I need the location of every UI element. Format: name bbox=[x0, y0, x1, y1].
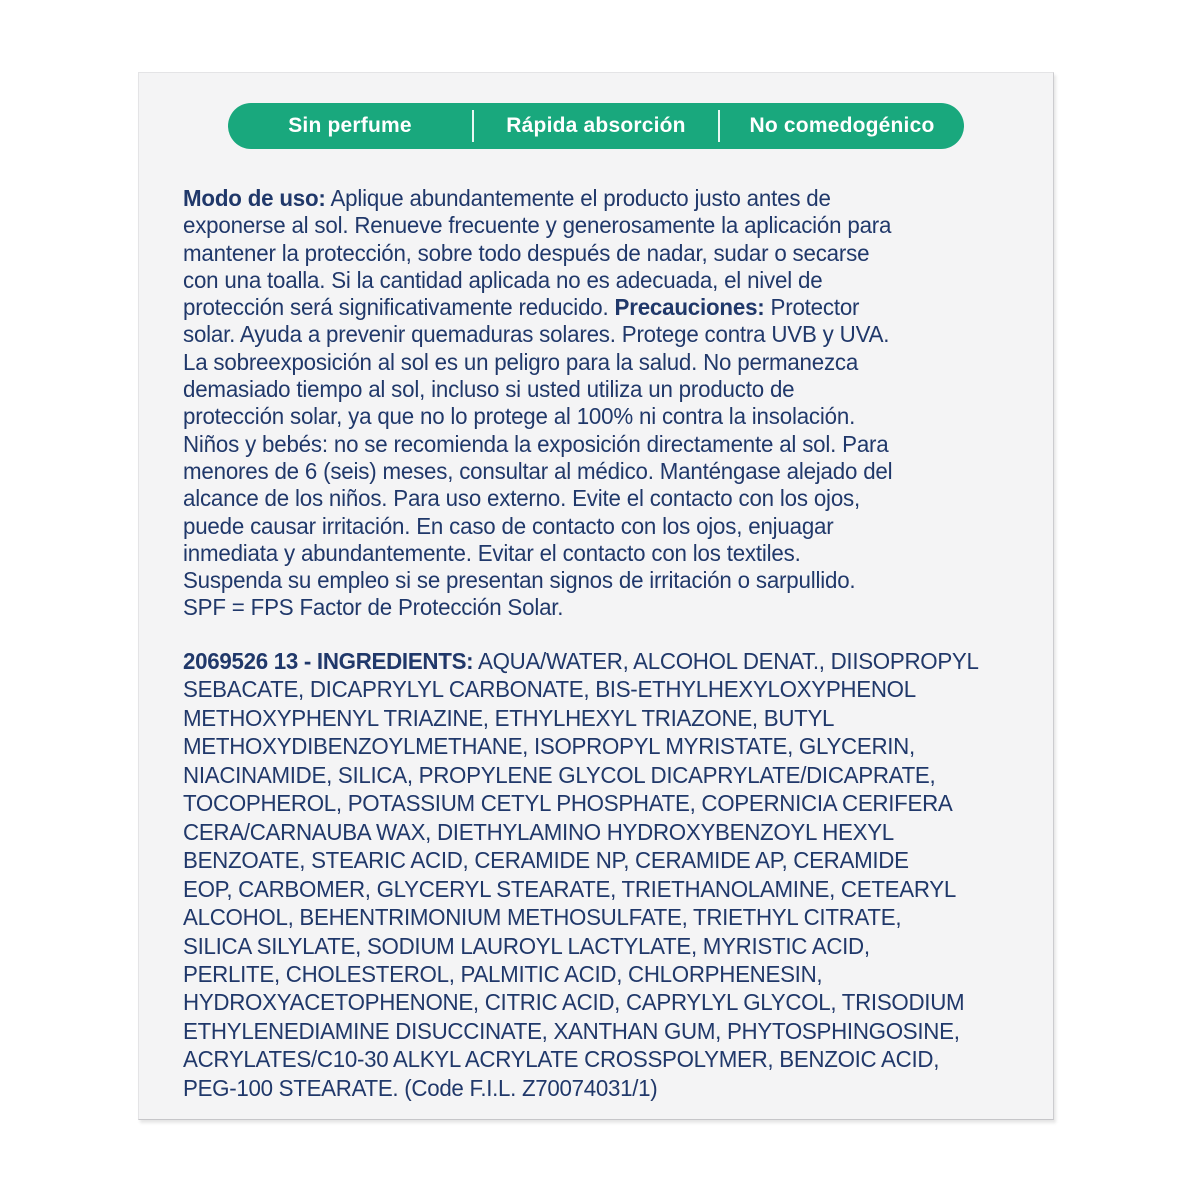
text-line: SILICA SILYLATE, SODIUM LAUROYL LACTYLATE, MYRISTIC ACID, bbox=[183, 932, 870, 959]
claim-rapida-absorcion: Rápida absorción bbox=[506, 114, 686, 137]
text-line: demasiado tiempo al sol, incluso si usted utiliza un producto de bbox=[183, 376, 795, 403]
text-line: HYDROXYACETOPHENONE, CITRIC ACID, CAPRYLYL GLYCOL, TRISODIUM bbox=[183, 989, 965, 1016]
ingredients-list-text bbox=[183, 647, 1017, 1102]
text-line: puede causar irritación. En caso de contacto con los ojos, enjuagar bbox=[183, 512, 834, 539]
text-line: PERLITE, CHOLESTEROL, PALMITIC ACID, CHLORPHENESIN, bbox=[183, 960, 823, 987]
text-line: METHOXYPHENYL TRIAZINE, ETHYLHEXYL TRIAZONE, BUTYL bbox=[183, 704, 835, 731]
claim-sin-perfume: Sin perfume bbox=[288, 114, 412, 137]
text-line: protección será significativamente reducido. Precauciones: Protector bbox=[183, 294, 860, 321]
text-line: PEG-100 STEARATE. (Code F.I.L. Z70074031/1) bbox=[183, 1074, 658, 1101]
text-line: CERA/CARNAUBA WAX, DIETHYLAMINO HYDROXYBENZOYL HEXYL bbox=[183, 818, 894, 845]
claims-banner bbox=[228, 103, 964, 149]
text-line: ALCOHOL, BEHENTRIMONIUM METHOSULFATE, TRIETHYL CITRATE, bbox=[183, 904, 902, 931]
text-line: protección solar, ya que no lo protege al 100% ni contra la insolación. bbox=[183, 403, 856, 430]
text-line: EOP, CARBOMER, GLYCERYL STEARATE, TRIETHANOLAMINE, CETEARYL bbox=[183, 875, 956, 902]
claim-no-comedogenico: No comedogénico bbox=[749, 114, 935, 137]
text-line: METHOXYDIBENZOYLMETHANE, ISOPROPYL MYRISTATE, GLYCERIN, bbox=[183, 733, 915, 760]
text-line: Modo de uso: Aplique abundantemente el producto justo antes de bbox=[183, 185, 831, 211]
text-line: SEBACATE, DICAPRYLYL CARBONATE, BIS-ETHYLHEXYLOXYPHENOL bbox=[183, 676, 916, 703]
text-line: Suspenda su empleo si se presentan signos de irritación o sarpullido. bbox=[183, 567, 856, 594]
text-line: solar. Ayuda a prevenir quemaduras solares. Protege contra UVB y UVA. bbox=[183, 321, 890, 348]
package-back-label bbox=[138, 72, 1054, 1120]
text-line: mantener la protección, sobre todo después de nadar, sudar o secarse bbox=[183, 239, 870, 266]
usage-and-precautions-text bbox=[183, 185, 1017, 622]
text-line: SPF = FPS Factor de Protección Solar. bbox=[183, 594, 564, 621]
text-line: Niños y bebés: no se recomienda la exposición directamente al sol. Para bbox=[183, 430, 889, 457]
text-line: menores de 6 (seis) meses, consultar al médico. Manténgase alejado del bbox=[183, 457, 893, 484]
text-line: ETHYLENEDIAMINE DISUCCINATE, XANTHAN GUM, PHYTOSPHINGOSINE, bbox=[183, 1017, 960, 1044]
text-line: NIACINAMIDE, SILICA, PROPYLENE GLYCOL DICAPRYLATE/DICAPRATE, bbox=[183, 761, 936, 788]
text-line: con una toalla. Si la cantidad aplicada no es adecuada, el nivel de bbox=[183, 266, 823, 293]
text-line: TOCOPHEROL, POTASSIUM CETYL PHOSPHATE, COPERNICIA CERIFERA bbox=[183, 790, 953, 817]
text-line: La sobreexposición al sol es un peligro para la salud. No permanezca bbox=[183, 348, 859, 375]
text-line: BENZOATE, STEARIC ACID, CERAMIDE NP, CERAMIDE AP, CERAMIDE bbox=[183, 847, 909, 874]
text-line: inmediata y abundantemente. Evitar el contacto con los textiles. bbox=[183, 539, 801, 566]
text-line: ACRYLATES/C10-30 ALKYL ACRYLATE CROSSPOLYMER, BENZOIC ACID, bbox=[183, 1046, 940, 1073]
text-line: 2069526 13 - INGREDIENTS: AQUA/WATER, ALCOHOL DENAT., DIISOPROPYL bbox=[183, 648, 979, 674]
text-line: exponerse al sol. Renueve frecuente y generosamente la aplicación para bbox=[183, 212, 892, 239]
text-line: alcance de los niños. Para uso externo. Evite el contacto con los ojos, bbox=[183, 485, 860, 512]
